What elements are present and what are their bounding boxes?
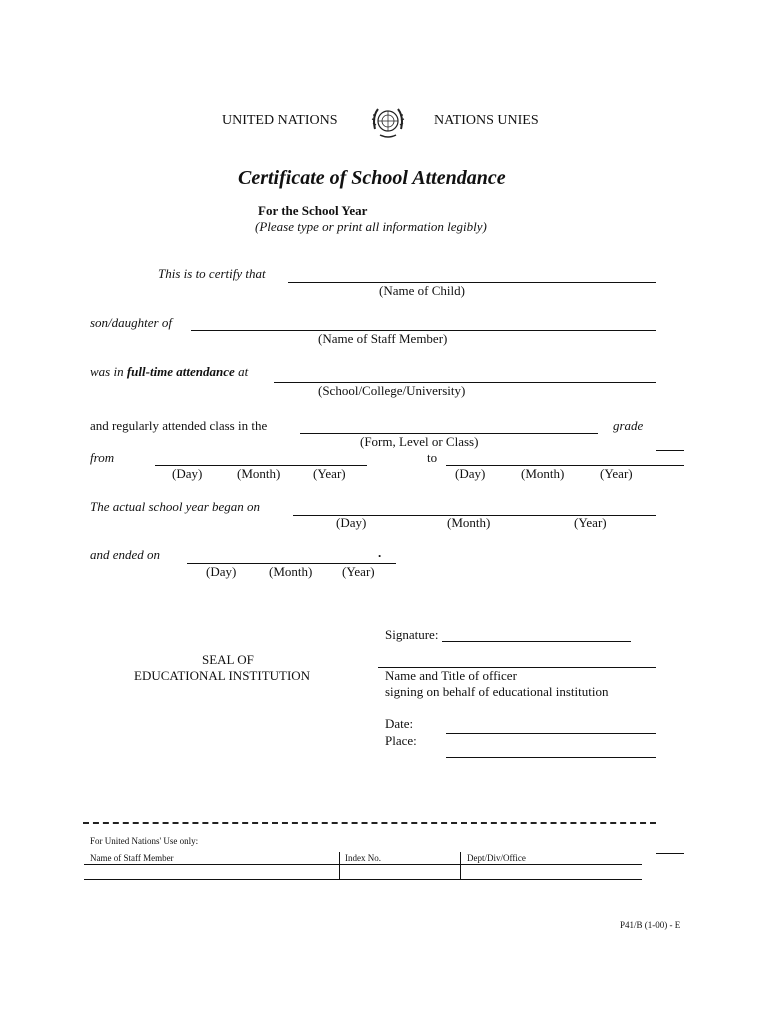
place-line[interactable] (446, 757, 656, 758)
ended-year-caption: (Year) (342, 564, 375, 579)
staff-name-caption: (Name of Staff Member) (318, 331, 448, 346)
began-day-caption: (Day) (336, 515, 367, 530)
un-use-title: For United Nations' Use only: (90, 836, 199, 846)
school-caption: (School/College/University) (318, 383, 466, 398)
signature-label: Signature: (385, 627, 439, 642)
un-table-tail-line (656, 853, 684, 854)
full-time-text: full-time attendance (126, 364, 235, 379)
seal-line1: SEAL OF (202, 652, 254, 667)
certify-label: This is to certify that (158, 266, 266, 281)
attended-label: and regularly attended class in the (90, 418, 268, 433)
child-name-caption: (Name of Child) (379, 283, 465, 298)
un-dept-cell[interactable] (461, 865, 642, 879)
ended-period: . (378, 545, 382, 560)
ended-day-caption: (Day) (206, 564, 237, 579)
seal-line2: EDUCATIONAL INSTITUTION (134, 668, 311, 683)
began-year-caption: (Year) (574, 515, 607, 530)
un-col-dept: Dept/Div/Office (467, 853, 526, 863)
attendance-label (90, 364, 248, 380)
child-name-line[interactable] (288, 282, 656, 283)
ended-month-caption: (Month) (269, 564, 313, 579)
ended-label: and ended on (90, 547, 161, 562)
certificate-title: Certificate of School Attendance (238, 167, 506, 189)
began-month-caption: (Month) (447, 515, 491, 530)
form-code: P41/B (1-00) - E (620, 920, 681, 930)
instruction-text: (Please type or print all information legibly) (255, 219, 487, 234)
to-year-caption: (Year) (600, 466, 633, 481)
was-in-text: was in (90, 364, 124, 379)
officer-caption-line2: signing on behalf of educational institution (385, 684, 609, 699)
un-index-cell[interactable] (340, 865, 460, 879)
to-month-caption: (Month) (521, 466, 565, 481)
grade-tail-line (656, 450, 684, 451)
cut-line (83, 822, 656, 824)
un-emblem-icon (368, 103, 408, 146)
date-label: Date: (385, 716, 414, 731)
header-right: NATIONS UNIES (434, 113, 539, 128)
form-caption: (Form, Level or Class) (360, 434, 479, 449)
began-label: The actual school year began on (90, 499, 261, 514)
son-daughter-label: son/daughter of (90, 315, 172, 330)
un-table-bottom-line (84, 879, 642, 880)
from-day-caption: (Day) (172, 466, 203, 481)
signature-line[interactable] (442, 641, 631, 642)
un-col-index: Index No. (345, 853, 381, 863)
to-label: to (427, 450, 438, 465)
from-year-caption: (Year) (313, 466, 346, 481)
un-col-staff: Name of Staff Member (90, 853, 174, 863)
date-line[interactable] (446, 733, 656, 734)
at-text: at (238, 364, 249, 379)
from-month-caption: (Month) (237, 466, 281, 481)
to-day-caption: (Day) (455, 466, 486, 481)
place-label: Place: (385, 733, 417, 748)
school-year-label: For the School Year (258, 203, 368, 218)
un-staff-cell[interactable] (84, 865, 339, 879)
officer-caption-line1: Name and Title of officer (385, 668, 517, 683)
grade-label: grade (613, 418, 644, 433)
header-left: UNITED NATIONS (222, 113, 338, 128)
from-label: from (90, 450, 115, 465)
